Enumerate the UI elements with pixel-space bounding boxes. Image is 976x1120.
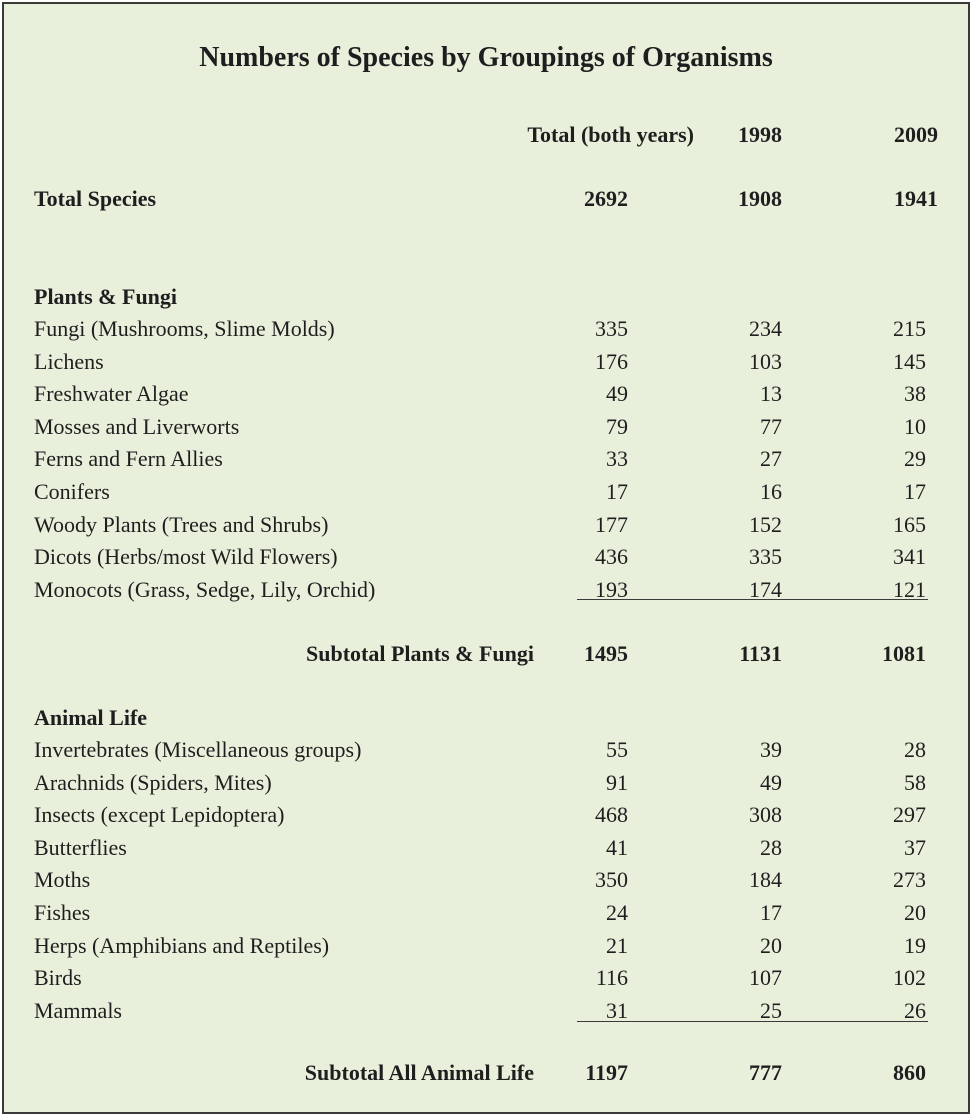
row-value: 91 bbox=[606, 769, 628, 795]
row-label: Moths bbox=[34, 867, 91, 893]
row-label: Birds bbox=[34, 965, 82, 991]
subtotal-value: 1495 bbox=[584, 641, 628, 666]
row-value: 19 bbox=[904, 932, 926, 958]
row-label: Arachnids (Spiders, Mites) bbox=[34, 769, 272, 795]
row-value: 152 bbox=[749, 511, 782, 537]
subtotal-value: 860 bbox=[893, 1060, 926, 1085]
row-value: 17 bbox=[606, 479, 628, 504]
row-value: 58 bbox=[904, 769, 926, 795]
row-label: Ferns and Fern Allies bbox=[34, 446, 223, 472]
column-header: 2009 bbox=[894, 122, 938, 147]
row-value: 33 bbox=[606, 446, 628, 472]
row-value: 184 bbox=[749, 867, 782, 893]
row-label: Herps (Amphibians and Reptiles) bbox=[34, 932, 330, 958]
subtotal-value: 1197 bbox=[585, 1060, 628, 1085]
row-value: 55 bbox=[606, 737, 628, 762]
row-value: 17 bbox=[760, 900, 782, 925]
row-value: 49 bbox=[606, 381, 628, 407]
row-value: 121 bbox=[893, 576, 926, 602]
row-value: 41 bbox=[606, 834, 628, 860]
row-label: Butterflies bbox=[34, 834, 127, 860]
row-value: 79 bbox=[606, 413, 628, 439]
row-value: 31 bbox=[606, 997, 628, 1023]
total-row-label: Total Species bbox=[34, 186, 157, 211]
row-value: 49 bbox=[760, 769, 782, 795]
row-value: 20 bbox=[904, 900, 926, 925]
row-value: 29 bbox=[904, 446, 926, 472]
section-heading: Animal Life bbox=[34, 705, 148, 730]
row-label: Fungi (Mushrooms, Slime Molds) bbox=[34, 316, 335, 341]
row-value: 37 bbox=[904, 834, 926, 860]
subtotal-value: 1131 bbox=[739, 641, 782, 666]
row-value: 26 bbox=[904, 997, 926, 1023]
row-value: 28 bbox=[760, 834, 782, 860]
row-value: 350 bbox=[595, 867, 628, 893]
table-panel bbox=[2, 2, 970, 1114]
row-value: 25 bbox=[760, 997, 782, 1023]
row-value: 436 bbox=[595, 544, 628, 570]
row-value: 103 bbox=[749, 348, 782, 374]
row-value: 193 bbox=[595, 576, 628, 602]
row-value: 27 bbox=[760, 446, 782, 472]
section-heading: Plants & Fungi bbox=[34, 284, 178, 309]
total-row-value: 1941 bbox=[894, 186, 938, 211]
total-row-value: 1908 bbox=[738, 186, 782, 211]
row-value: 297 bbox=[893, 802, 926, 828]
row-value: 28 bbox=[904, 737, 926, 762]
row-label: Monocots (Grass, Sedge, Lily, Orchid) bbox=[34, 576, 376, 602]
row-value: 24 bbox=[606, 900, 628, 925]
row-value: 177 bbox=[595, 511, 628, 537]
table-title: Numbers of Species by Groupings of Organisms bbox=[199, 42, 773, 73]
row-value: 308 bbox=[749, 802, 782, 828]
row-value: 107 bbox=[749, 965, 782, 991]
column-header: 1998 bbox=[738, 122, 782, 147]
row-label: Freshwater Algae bbox=[34, 381, 189, 407]
row-value: 20 bbox=[760, 932, 782, 958]
row-value: 174 bbox=[749, 576, 782, 602]
row-value: 16 bbox=[760, 479, 782, 504]
row-value: 116 bbox=[595, 965, 628, 991]
row-value: 21 bbox=[606, 932, 628, 958]
row-value: 468 bbox=[595, 802, 628, 828]
row-label: Conifers bbox=[34, 479, 110, 504]
underline-rule bbox=[577, 599, 928, 600]
row-value: 215 bbox=[893, 316, 926, 341]
subtotal-value: 777 bbox=[749, 1060, 782, 1085]
row-value: 165 bbox=[893, 511, 926, 537]
row-value: 39 bbox=[760, 737, 782, 762]
column-header: Total (both years) bbox=[527, 122, 694, 147]
row-label: Insects (except Lepidoptera) bbox=[34, 802, 285, 828]
row-label: Mosses and Liverworts bbox=[34, 413, 240, 439]
row-label: Dicots (Herbs/most Wild Flowers) bbox=[34, 544, 338, 570]
total-row-value: 2692 bbox=[584, 186, 628, 211]
row-value: 13 bbox=[760, 381, 782, 407]
subtotal-label: Subtotal All Animal Life bbox=[304, 1060, 534, 1085]
row-value: 10 bbox=[904, 413, 926, 439]
row-label: Woody Plants (Trees and Shrubs) bbox=[34, 511, 329, 537]
row-value: 145 bbox=[893, 348, 926, 374]
row-value: 234 bbox=[749, 316, 782, 341]
row-value: 341 bbox=[893, 544, 926, 570]
row-label: Invertebrates (Miscellaneous groups) bbox=[34, 737, 362, 762]
row-label: Lichens bbox=[34, 348, 104, 374]
row-value: 38 bbox=[904, 381, 926, 407]
row-value: 335 bbox=[749, 544, 782, 570]
underline-rule bbox=[577, 1021, 928, 1022]
row-value: 77 bbox=[760, 413, 782, 439]
row-value: 17 bbox=[904, 479, 926, 504]
row-value: 102 bbox=[893, 965, 926, 991]
row-label: Mammals bbox=[34, 997, 122, 1023]
row-value: 176 bbox=[595, 348, 628, 374]
subtotal-label: Subtotal Plants & Fungi bbox=[306, 641, 534, 666]
row-value: 335 bbox=[595, 316, 628, 341]
row-label: Fishes bbox=[34, 900, 91, 925]
subtotal-value: 1081 bbox=[882, 641, 926, 666]
row-value: 273 bbox=[893, 867, 926, 893]
